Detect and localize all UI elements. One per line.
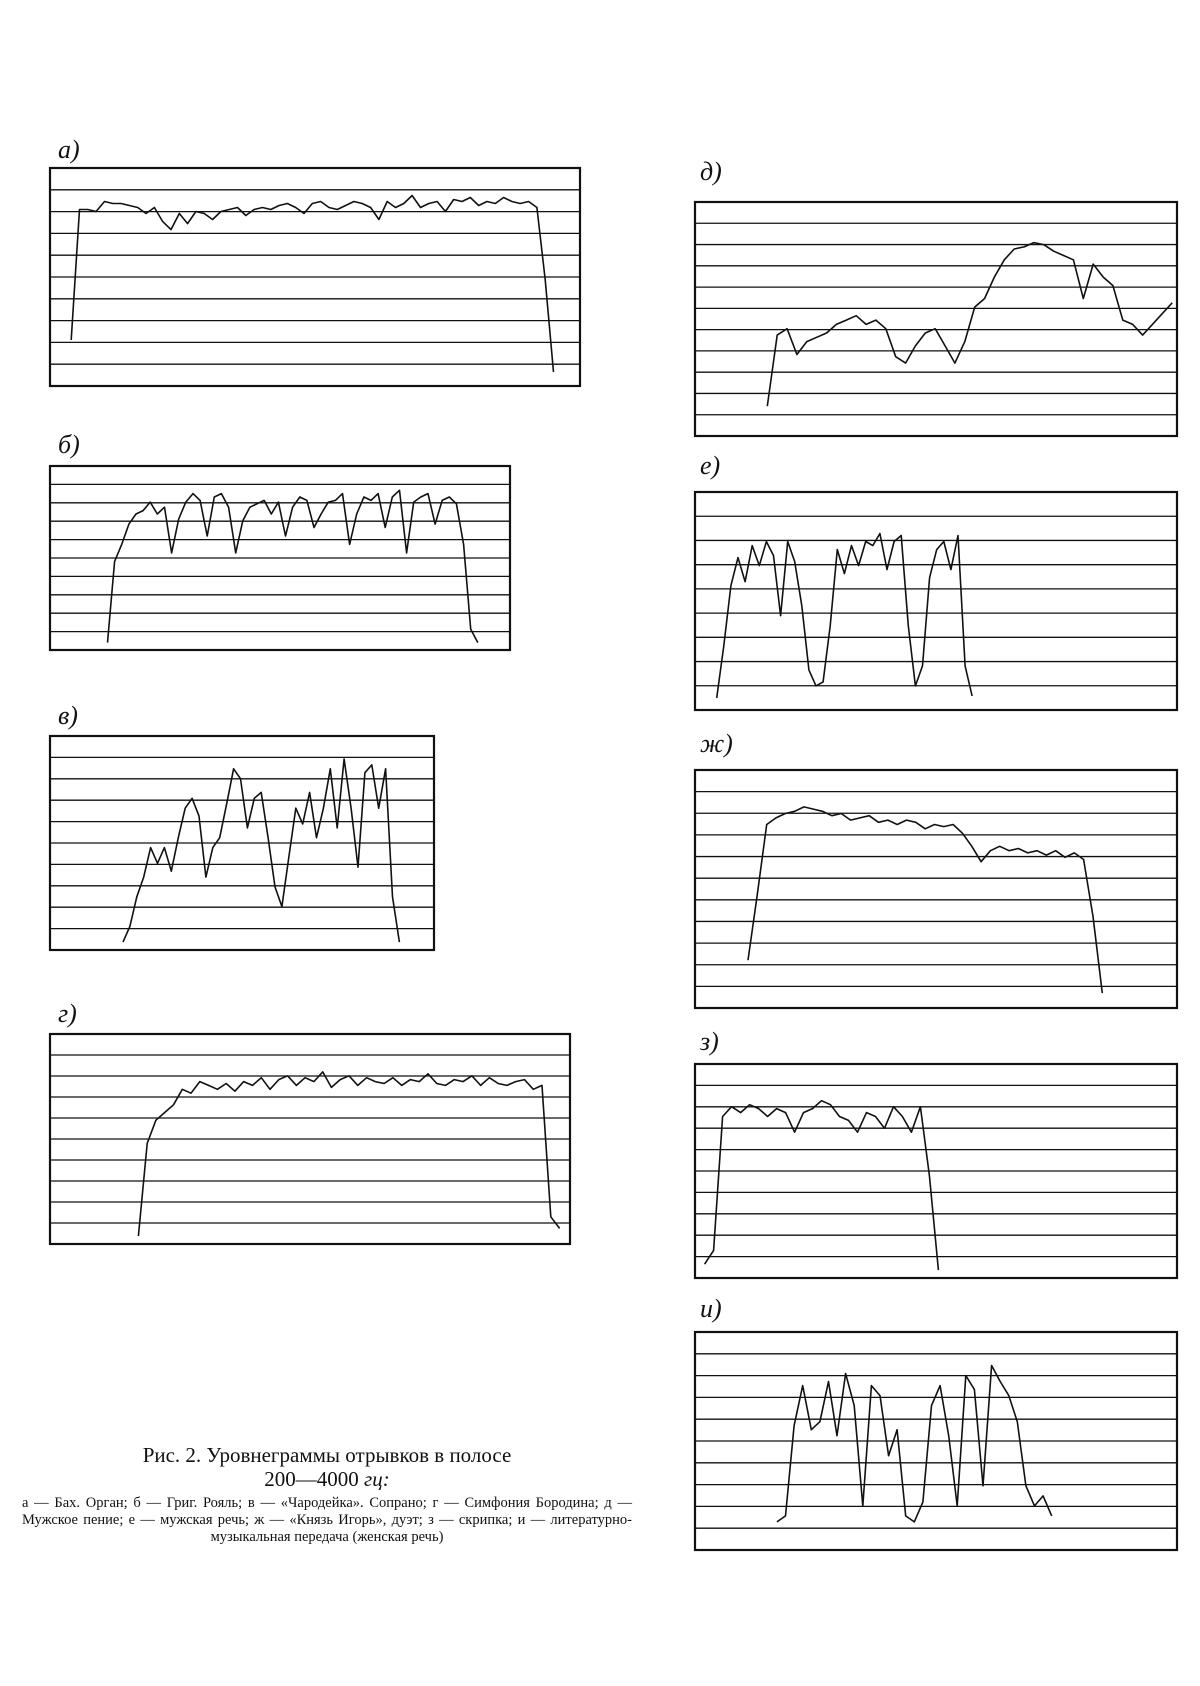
panel-d bbox=[695, 157, 1177, 436]
panel-v-chart bbox=[50, 736, 434, 950]
panel-b bbox=[50, 430, 510, 650]
panel-label-d: д) bbox=[700, 157, 722, 186]
panel-label-i: и) bbox=[700, 1294, 722, 1323]
level-trace-a bbox=[71, 196, 553, 373]
panel-label-e: е) bbox=[700, 451, 721, 480]
panel-label-z: з) bbox=[700, 1027, 719, 1056]
caption-legend: а — Бах. Орган; б — Григ. Рояль; в — «Чародейка». Сопрано; г — Симфония Бородина; д — Мужское пение; е — мужская речь; ж — «Князь Игорь», дуэт; з — скрипка; и — литературно-музыкальная передача (женская речь) bbox=[22, 1495, 632, 1545]
panel-i-chart bbox=[695, 1332, 1177, 1550]
panel-zh bbox=[695, 729, 1177, 1008]
caption-title-unit: гц: bbox=[364, 1467, 390, 1491]
figure-caption bbox=[22, 1443, 632, 1546]
panel-e-chart bbox=[695, 492, 1177, 710]
panel-z-chart bbox=[695, 1064, 1177, 1278]
panel-frame-zh bbox=[695, 770, 1177, 1008]
panel-e bbox=[695, 451, 1177, 710]
panel-zh-chart bbox=[695, 770, 1177, 1008]
panel-v bbox=[50, 701, 434, 950]
panel-label-g: г) bbox=[58, 999, 77, 1028]
panel-a-chart bbox=[50, 168, 580, 386]
panel-b-chart bbox=[50, 466, 510, 650]
level-trace-v bbox=[123, 759, 399, 942]
panel-i bbox=[695, 1294, 1177, 1550]
panel-d-chart bbox=[695, 202, 1177, 436]
level-trace-d bbox=[767, 243, 1172, 407]
caption-title bbox=[22, 1443, 632, 1491]
panel-a bbox=[50, 135, 580, 386]
level-trace-i bbox=[777, 1366, 1052, 1522]
caption-title-range: 200—4000 bbox=[264, 1467, 359, 1491]
panel-label-b: б) bbox=[58, 430, 80, 459]
panel-z bbox=[695, 1027, 1177, 1278]
panel-label-zh: ж) bbox=[700, 729, 733, 758]
panel-g bbox=[50, 999, 570, 1244]
panel-label-a: а) bbox=[58, 135, 80, 164]
level-trace-e bbox=[717, 534, 972, 699]
panel-g-chart bbox=[50, 1034, 570, 1244]
panel-frame-e bbox=[695, 492, 1177, 710]
caption-title-line1: Рис. 2. Уровнеграммы отрывков в полосе bbox=[142, 1443, 512, 1467]
panel-label-v: в) bbox=[58, 701, 78, 730]
level-trace-z bbox=[705, 1101, 939, 1270]
level-trace-b bbox=[108, 490, 478, 642]
